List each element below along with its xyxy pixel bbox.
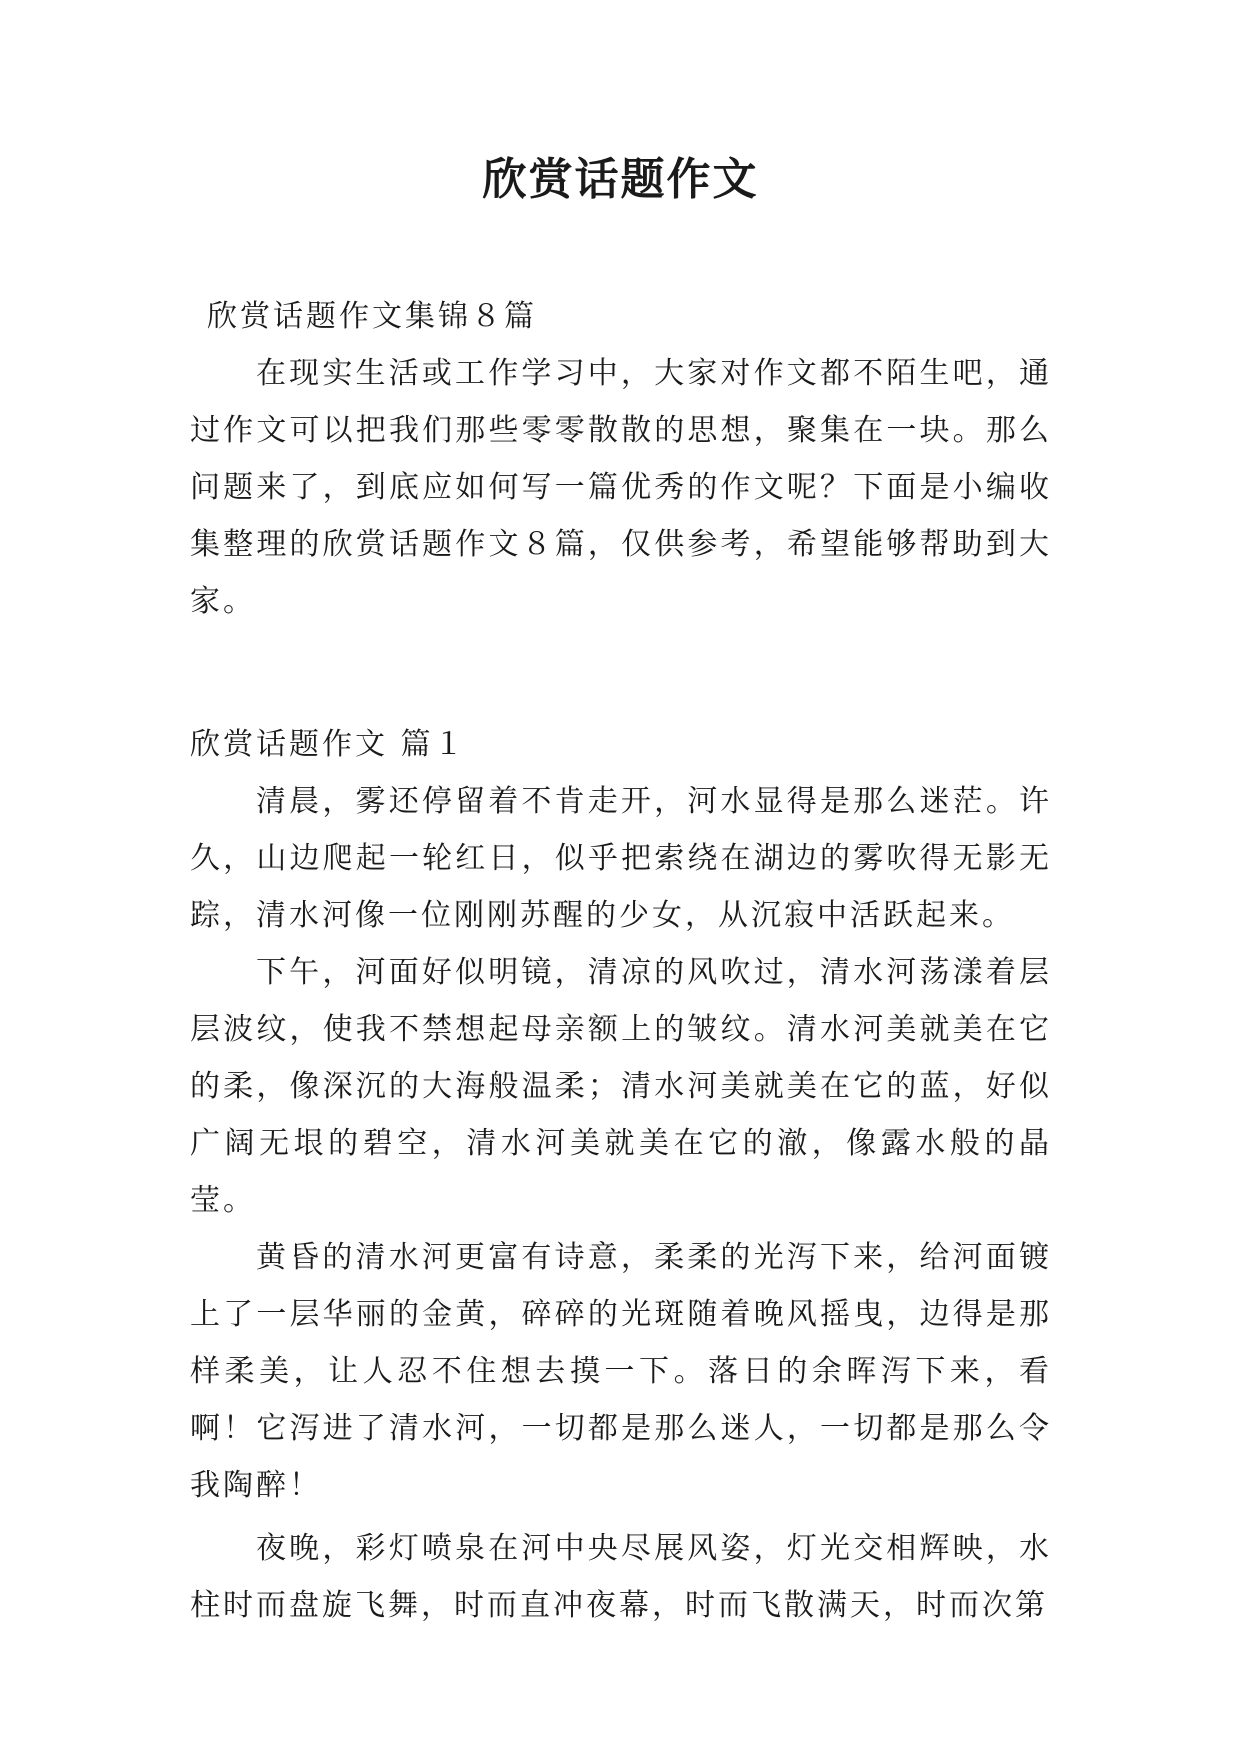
document-body [190, 288, 1052, 1634]
section-heading: 欣赏话题作文 篇１ [190, 727, 467, 762]
document-title: 欣赏话题作文 [482, 154, 759, 205]
document-subtitle: 欣赏话题作文集锦８篇 [207, 299, 537, 334]
body-paragraph: 黄昏的清水河更富有诗意，柔柔的光泻下来，给河面镀上了一层华丽的金黄，碎碎的光斑随着晚风摇曳，边得是那样柔美，让人忍不住想去摸一下。落日的余晖泻下来，看啊！它泻进了清水河，一切都是那么迷人，一切都是那么令我陶醉！ [190, 1240, 1052, 1503]
intro-paragraph: 在现实生活或工作学习中，大家对作文都不陌生吧，通过作文可以把我们那些零零散散的思想，聚集在一块。那么问题来了，到底应如何写一篇优秀的作文呢？下面是小编收集整理的欣赏话题作文８篇，仅供参考，希望能够帮助到大家。 [190, 356, 1052, 619]
body-paragraph: 清晨，雾还停留着不肯走开，河水显得是那么迷茫。许久，山边爬起一轮红日，似乎把索绕在湖边的雾吹得无影无踪，清水河像一位刚刚苏醒的少女，从沉寂中活跃起来。 [190, 784, 1052, 933]
body-paragraph: 夜晚，彩灯喷泉在河中央尽展风姿，灯光交相辉映，水柱时而盘旋飞舞，时而直冲夜幕，时而飞散满天，时而次第 [190, 1531, 1052, 1623]
body-paragraph: 下午，河面好似明镜，清凉的风吹过，清水河荡漾着层层波纹，使我不禁想起母亲额上的皱纹。清水河美就美在它的柔，像深沉的大海般温柔；清水河美就美在它的蓝，好似广阔无垠的碧空，清水河美就美在它的澈，像露水般的晶莹。 [190, 955, 1052, 1218]
